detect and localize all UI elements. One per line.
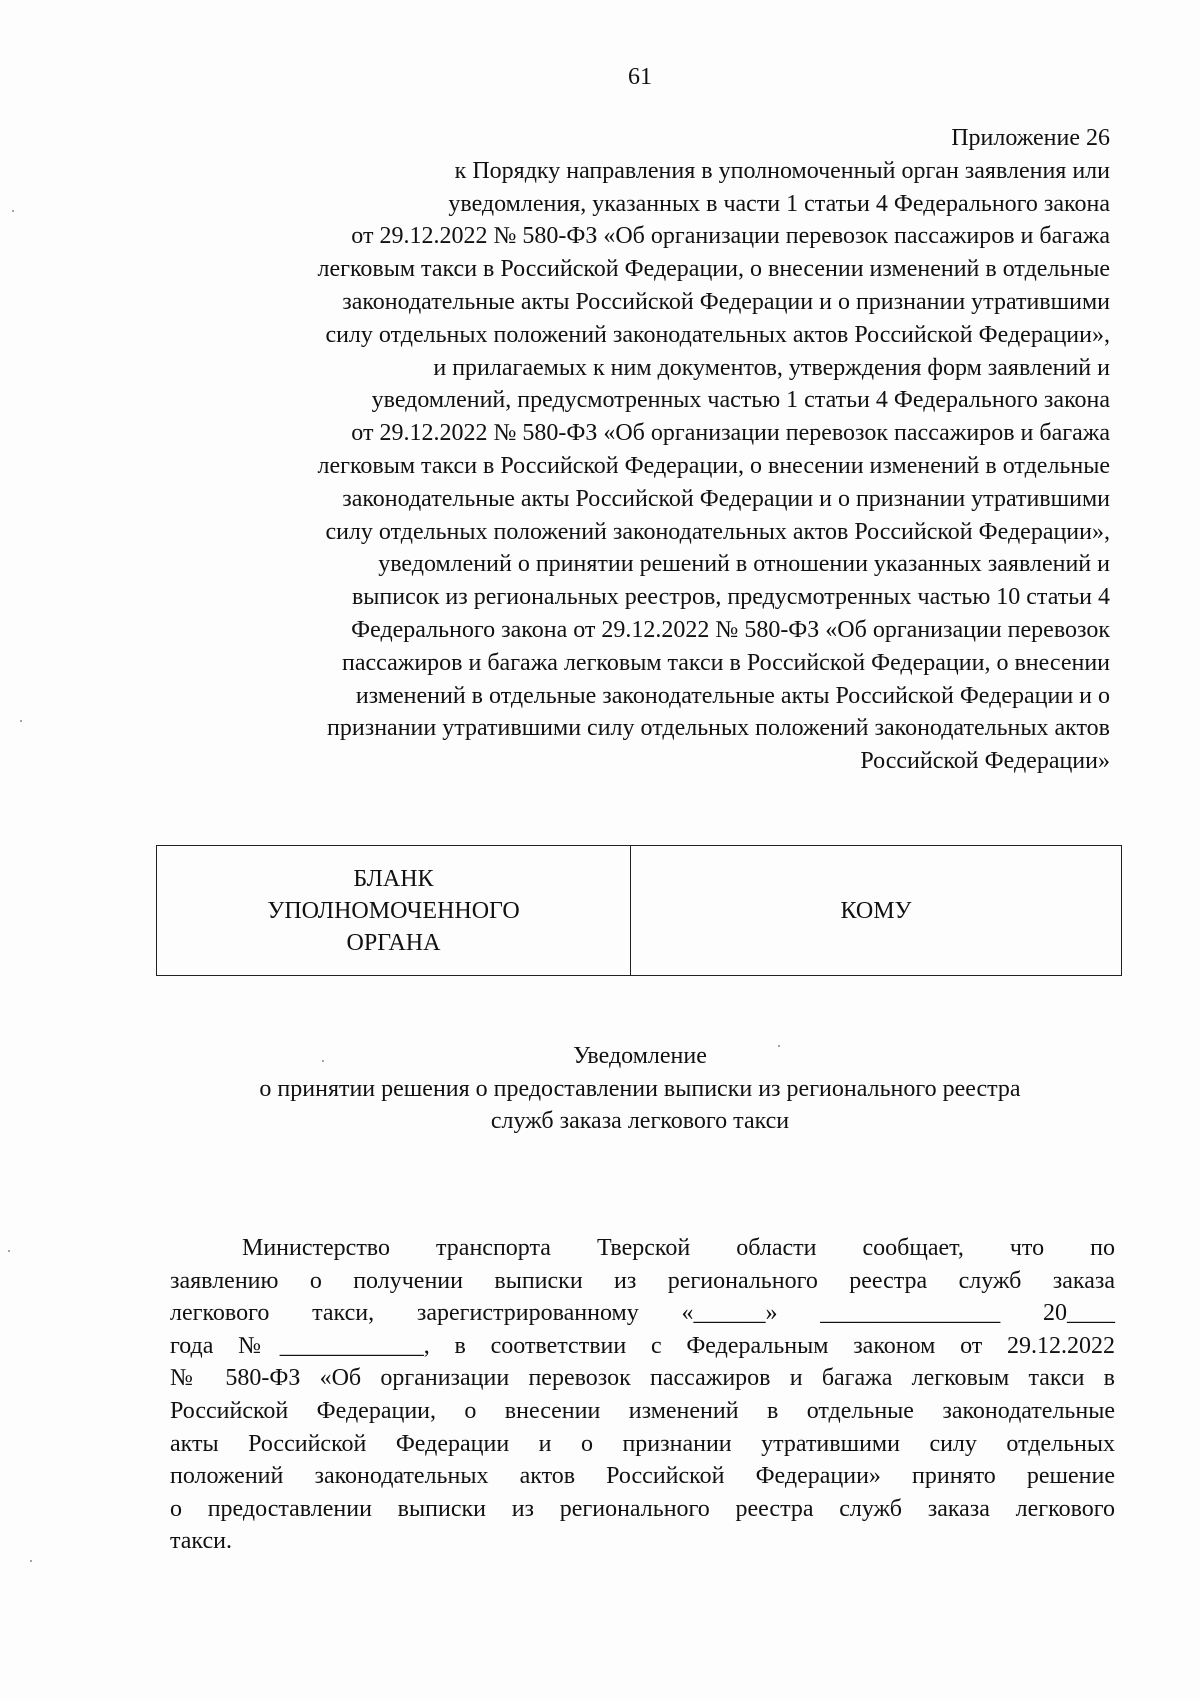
- letterhead-line: УПОЛНОМОЧЕННОГО: [267, 897, 520, 924]
- appendix-line: признании утратившими силу отдельных положений законодательных актов: [327, 715, 1110, 742]
- scan-speck: [20, 720, 22, 722]
- title-line: Уведомление: [573, 1043, 707, 1069]
- letterhead-line: БЛАНК: [353, 865, 434, 892]
- appendix-line: от 29.12.2022 № 580-ФЗ «Об организации перевозок пассажиров и багажа: [351, 223, 1110, 250]
- body-line: № 580-ФЗ «Об организации перевозок пассажиров и багажа легковым такси в: [170, 1365, 1115, 1392]
- appendix-line: выписок из региональных реестров, предусмотренных частью 10 статьи 4: [351, 584, 1110, 611]
- scan-speck: [778, 1045, 780, 1047]
- appendix-line: Приложение 26: [951, 125, 1110, 151]
- scan-speck: [322, 1060, 324, 1062]
- authority-letterhead-cell: [157, 846, 631, 975]
- scan-speck: [30, 1560, 32, 1562]
- appendix-line: законодательные акты Российской Федерации и о признании утратившими: [342, 485, 1110, 512]
- appendix-line: уведомления, указанных в части 1 статьи 4 Федерального закона: [448, 190, 1110, 217]
- recipient-cell: КОМУ: [840, 897, 912, 924]
- body-line: Министерство транспорта Тверской области сообщает, что по: [242, 1235, 1115, 1261]
- appendix-line: силу отдельных положений законодательных актов Российской Федерации»,: [325, 518, 1110, 545]
- letterhead-line: ОРГАНА: [346, 929, 441, 956]
- document-title: [150, 1040, 1130, 1138]
- appendix-line: и прилагаемых к ним документов, утверждения форм заявлений и: [433, 354, 1110, 381]
- appendix-line: силу отдельных положений законодательных актов Российской Федерации»,: [325, 321, 1110, 348]
- title-line: служб заказа легкового такси: [490, 1108, 790, 1134]
- body-paragraph: [170, 1232, 1115, 1558]
- scan-speck: [12, 210, 14, 212]
- body-line: такси.: [170, 1528, 232, 1555]
- appendix-line: пассажиров и багажа легковым такси в Российской Федерации, о внесении: [342, 649, 1110, 676]
- page-number: 61: [628, 64, 652, 90]
- letterhead-table: [156, 845, 1122, 976]
- appendix-line: уведомлений, предусмотренных частью 1 статьи 4 Федерального закона: [371, 387, 1110, 414]
- body-line: заявлению о получении выписки из регионального реестра служб заказа: [170, 1267, 1115, 1294]
- body-line: положений законодательных актов Российской Федерации» принято решение: [170, 1463, 1115, 1490]
- body-line: Российской Федерации, о внесении изменений в отдельные законодательные: [170, 1397, 1115, 1424]
- appendix-line: Российской Федерации»: [860, 748, 1110, 775]
- appendix-line: к Порядку направления в уполномоченный орган заявления или: [454, 157, 1110, 184]
- body-line: года №____________, в соответствии с Федеральным законом от 29.12.2022: [170, 1332, 1115, 1359]
- appendix-line: изменений в отдельные законодательные акты Российской Федерации и о: [355, 682, 1110, 709]
- appendix-header: [160, 122, 1110, 778]
- appendix-line: уведомлений о принятии решений в отношении указанных заявлений и: [378, 551, 1110, 578]
- scan-speck: [8, 1250, 10, 1252]
- body-line: о предоставлении выписки из регионального реестра служб заказа легкового: [170, 1495, 1115, 1522]
- body-line: акты Российской Федерации и о признании утратившими силу отдельных: [170, 1430, 1115, 1457]
- body-line: легкового такси, зарегистрированному «______» _______________ 20____: [170, 1300, 1115, 1327]
- title-line: о принятии решения о предоставлении выписки из регионального реестра: [259, 1075, 1021, 1102]
- appendix-line: легковым такси в Российской Федерации, о внесении изменений в отдельные: [317, 256, 1110, 283]
- appendix-line: легковым такси в Российской Федерации, о внесении изменений в отдельные: [317, 452, 1110, 479]
- appendix-line: законодательные акты Российской Федерации и о признании утратившими: [342, 288, 1110, 315]
- appendix-line: Федерального закона от 29.12.2022 № 580-ФЗ «Об организации перевозок: [351, 616, 1110, 643]
- appendix-line: от 29.12.2022 № 580-ФЗ «Об организации перевозок пассажиров и багажа: [351, 420, 1110, 447]
